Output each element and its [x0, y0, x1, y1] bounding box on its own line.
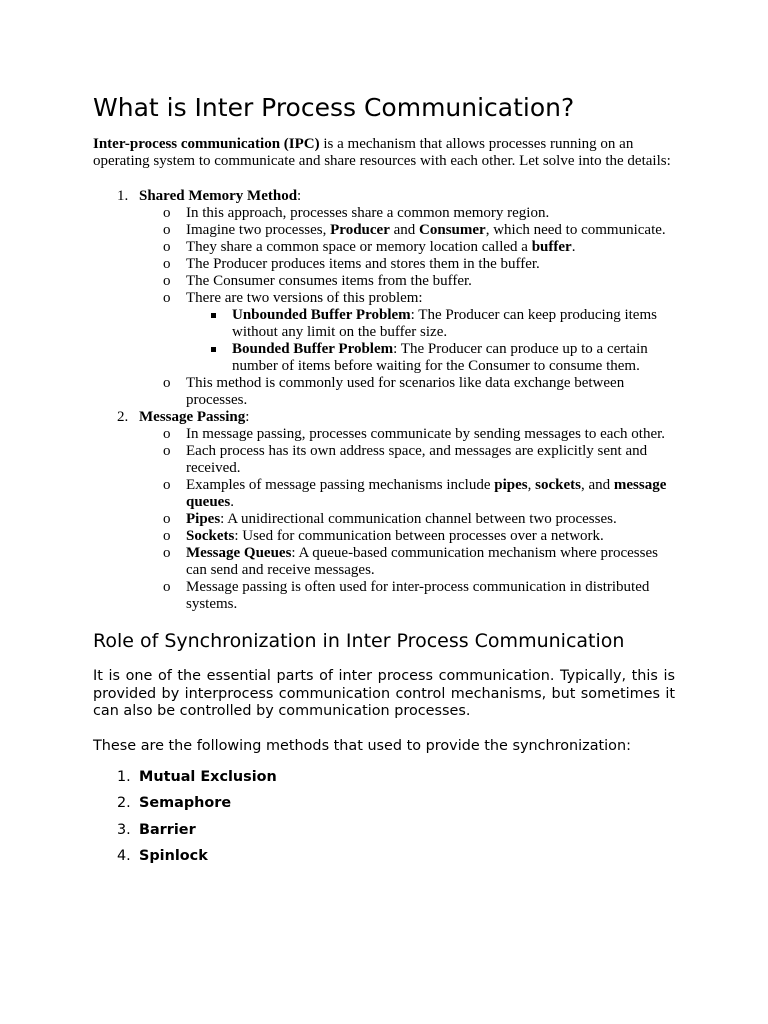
- bullet-icon: o: [163, 545, 171, 561]
- bullet-icon: o: [163, 579, 171, 595]
- sync-heading: Role of Synchronization in Inter Process Communication: [93, 630, 625, 652]
- intro-paragraph: [93, 136, 675, 170]
- message-passing-bullets: [139, 426, 675, 613]
- colon: :: [297, 188, 302, 204]
- bullet-text: : A unidirectional communication channel between two processes.: [220, 511, 617, 527]
- bullet-text: and: [389, 222, 420, 238]
- method-label: Mutual Exclusion: [139, 769, 277, 785]
- list-number: 2.: [117, 795, 131, 812]
- bold-term: buffer: [531, 239, 572, 255]
- list-item: [139, 290, 675, 375]
- bullet-icon: o: [163, 511, 171, 527]
- list-item: [139, 375, 675, 409]
- list-item: [186, 341, 675, 375]
- square-bullet-icon: [211, 347, 216, 352]
- bullet-icon: o: [163, 528, 171, 544]
- bullet-text: The Producer produces items and stores them in the buffer.: [186, 256, 540, 272]
- method-label: Barrier: [139, 821, 196, 838]
- bold-term: Producer: [330, 222, 390, 238]
- list-item: [139, 579, 675, 613]
- list-number: 2.: [117, 409, 129, 425]
- intro-rest: is a mechanism that allows processes running on an operating system to communicate and share resources with each other. Let solve into the details:: [93, 136, 671, 169]
- bullet-text: ,: [527, 477, 536, 493]
- buffer-problem-bullets: [186, 307, 675, 375]
- shared-memory-title: Shared Memory Method: [139, 188, 298, 204]
- list-item-shared-memory: [93, 188, 675, 409]
- bullet-text: They share a common space or memory location called a: [186, 239, 532, 255]
- bullet-text: : Used for communication between processes over a network.: [234, 528, 604, 544]
- bullet-icon: o: [163, 256, 171, 272]
- sync-paragraph-1: It is one of the essential parts of inter process communication. Typically, this is provided by interprocess communication control mechanisms, but sometimes it can also be controlled by communication processes.: [93, 668, 675, 719]
- list-item: [139, 205, 675, 222]
- bullet-text: Examples of message passing mechanisms include: [186, 477, 495, 493]
- list-item: [139, 528, 675, 545]
- ipc-methods-list: [93, 188, 675, 613]
- bullet-text: In this approach, processes share a common memory region.: [186, 205, 550, 221]
- colon: :: [245, 409, 250, 425]
- bullet-icon: o: [163, 443, 171, 459]
- list-item: [186, 307, 675, 341]
- sync-methods-list: [93, 769, 675, 865]
- bold-term: Bounded Buffer Problem: [232, 341, 394, 357]
- bold-term: Unbounded Buffer Problem: [232, 307, 411, 323]
- bullet-text: .: [230, 494, 234, 510]
- bullet-text: Message passing is often used for inter-process communication in distributed systems.: [186, 579, 650, 612]
- bold-term: sockets: [535, 477, 581, 493]
- list-item: [93, 822, 675, 840]
- intro-bold: Inter-process communication (IPC): [93, 136, 320, 152]
- bullet-icon: o: [163, 222, 171, 238]
- square-bullet-icon: [211, 313, 216, 318]
- document-page: [93, 92, 675, 874]
- list-item: [139, 443, 675, 477]
- bullet-icon: o: [163, 477, 171, 493]
- bullet-icon: o: [163, 239, 171, 255]
- bullet-text: The Consumer consumes items from the buffer.: [186, 273, 472, 289]
- bold-term: Message Queues: [186, 545, 292, 561]
- list-item: [93, 769, 675, 787]
- bullet-text: In message passing, processes communicate by sending messages to each other.: [186, 426, 666, 442]
- list-item: [93, 795, 675, 813]
- bullet-text: : The Producer can produce up to a certain number of items before waiting for the Consumer to consume them.: [232, 341, 648, 374]
- bullet-text: This method is commonly used for scenarios like data exchange between processes.: [186, 375, 625, 408]
- list-item: [139, 477, 675, 511]
- message-passing-title: Message Passing: [139, 409, 246, 425]
- sync-paragraph-2: These are the following methods that used to provide the synchronization:: [93, 737, 631, 754]
- bullet-text: : A queue-based communication mechanism where processes can send and receive messages.: [186, 545, 658, 578]
- bullet-icon: o: [163, 290, 171, 306]
- list-item: [139, 426, 675, 443]
- bullet-text: , which need to communicate.: [485, 222, 666, 238]
- bullet-text: , and: [580, 477, 614, 493]
- bullet-icon: o: [163, 273, 171, 289]
- bullet-icon: o: [163, 375, 171, 391]
- shared-memory-bullets: [139, 205, 675, 409]
- list-number: 1.: [117, 188, 129, 204]
- bold-term: Sockets: [186, 528, 235, 544]
- bullet-icon: o: [163, 426, 171, 442]
- list-item: [139, 239, 675, 256]
- bold-term: Consumer: [419, 222, 486, 238]
- list-item: [139, 256, 675, 273]
- bullet-text: .: [571, 239, 576, 255]
- list-number: 3.: [117, 821, 131, 838]
- method-label: Semaphore: [139, 795, 232, 812]
- bold-term: pipes: [494, 477, 528, 493]
- bold-term: Pipes: [186, 511, 221, 527]
- bullet-text: There are two versions of this problem:: [186, 290, 423, 306]
- list-number: 1.: [117, 769, 131, 785]
- bullet-icon: o: [163, 205, 171, 221]
- list-item: [139, 222, 675, 239]
- method-label: Spinlock: [139, 847, 208, 864]
- page-title: What is Inter Process Communication?: [93, 93, 575, 122]
- list-item: [93, 848, 675, 866]
- list-number: 4.: [117, 847, 131, 864]
- list-item: [139, 273, 675, 290]
- bullet-text: Imagine two processes,: [186, 222, 331, 238]
- bold-term: message queues: [186, 477, 667, 510]
- list-item-message-passing: [93, 409, 675, 613]
- list-item: [139, 545, 675, 579]
- list-item: [139, 511, 675, 528]
- bullet-text: Each process has its own address space, and messages are explicitly sent and received.: [186, 443, 648, 476]
- bullet-text: : The Producer can keep producing items without any limit on the buffer size.: [232, 307, 657, 340]
